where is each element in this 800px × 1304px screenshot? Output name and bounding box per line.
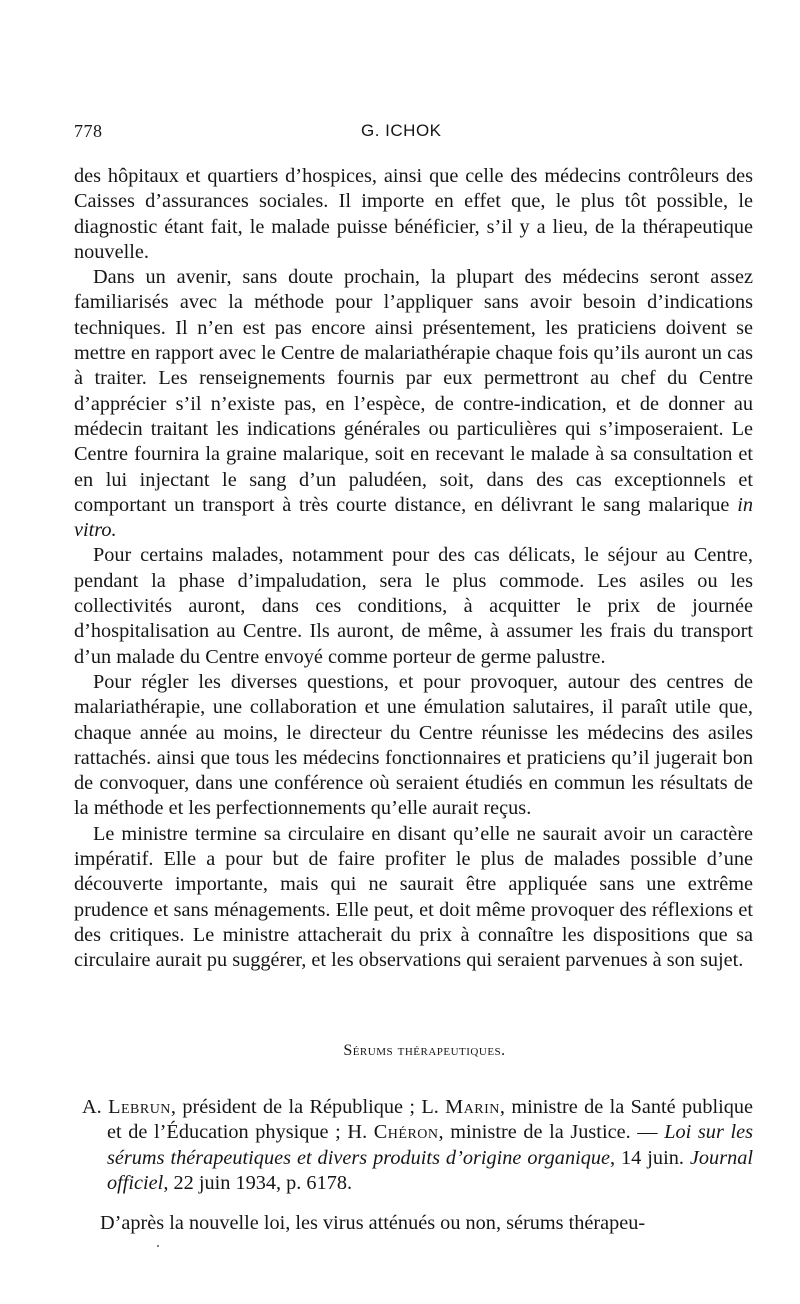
name-lebrun: Lebrun <box>108 1096 171 1118</box>
reference-initial: A. <box>82 1096 102 1118</box>
name-cheron: Chéron <box>373 1121 439 1144</box>
paragraph-2-text: Dans un avenir, sans doute prochain, la plupart des médecins seront assez familiarisés avec la méthode pour l’appliquer sans avoir besoin d’indications techniques. Il n’en est pas encore ainsi présentement, les praticiens doivent se mettre en rapport avec le Centre de malariathérapie chaque fois qu’ils auront un cas à traiter. Les renseignements fournis par eux permettront au chef du Centre d’apprécier s’il n’existe pas, en l’espèce, de contre-indication, et de donner au médecin traitant les indications générales ou particulières qui s’imposeraient. Le Centre fournira la graine malarique, soit en recevant le malade à sa consultation et en lui injectant le sang d’un paludéen, soit, dans des cas exceptionnels et comportant un transport à très courte distance, en délivrant le sang malarique <box>74 266 753 516</box>
page-number: 778 <box>74 121 103 141</box>
paragraph-5: Le ministre termine sa circulaire en disant qu’elle ne saurait avoir un caractère impératif. Elle a pour but de faire profiter le plus de malades possible d’une découverte importante, mais qui ne saurait être appliquée sans une extrême prudence et sans ménagements. Elle peut, et doit même provoquer des réflexions et des critiques. Le ministre attacherait du prix à connaître les dispositions que sa circulaire aurait pu suggérer, et les observations qui seraient parvenues à son sujet. <box>74 822 753 972</box>
name-marin: Marin <box>445 1096 500 1118</box>
continuation-line: D’après la nouvelle loi, les virus atténués ou non, sérums thérapeu- <box>100 1212 646 1234</box>
journal-title: Journal officiel <box>107 1146 753 1194</box>
page-header <box>74 121 753 145</box>
section-title: Sérums thérapeutiques. <box>343 1042 506 1059</box>
body-text <box>74 164 753 974</box>
reference-text-5: , 22 juin 1934, p. 6178. <box>163 1171 353 1194</box>
paragraph-4: Pour régler les diverses questions, et pour provoquer, autour des centres de malariathérapie, une collaboration et une émulation salutaires, il paraît utile que, chaque année au moins, le directeur du Centre réunisse les médecins des asiles rattachés. ainsi que tous les médecins fonctionnaires et praticiens qu’il jugerait bon de convoquer, dans une conférence où seraient étudiés en commun les résultats de la méthode et les perfectionnements qu’elle aurait reçus. <box>74 670 753 820</box>
document-page <box>74 0 753 1304</box>
paragraph-2 <box>74 265 753 543</box>
reference-text-1: , président de la République ; L. <box>170 1096 439 1118</box>
paragraph-3: Pour certains malades, notamment pour des cas délicats, le séjour au Centre, pendant la phase d’impaludation, sera le plus commode. Les asiles ou les collectivités auront, dans ces conditions, à acquitter le prix de journée d’hospitalisation au Centre. Ils auront, de même, à assumer les frais du transport d’un malade du Centre envoyé comme porteur de germe palustre. <box>74 544 753 668</box>
reference-text-3: , ministre de la Justice. — <box>438 1121 658 1144</box>
print-speck <box>157 1245 159 1247</box>
reference-text-2: , ministre de la Santé publique et de l’Éducation physique ; H. <box>107 1096 754 1144</box>
running-head: G. ICHOK <box>361 121 442 140</box>
in-vitro-term: in vitro. <box>74 493 753 542</box>
law-title: Loi sur les sérums thérapeutiques et divers produits d’origine organique <box>107 1121 753 1169</box>
reference-text-4: , 14 juin. <box>610 1146 684 1169</box>
legal-reference <box>82 1095 753 1196</box>
paragraph-1: des hôpitaux et quartiers d’hospices, ainsi que celle des médecins contrôleurs des Caisses d’assurances sociales. Il importe en effet que, le plus tôt possible, le diagnostic étant fait, le malade puisse bénéficier, s’il y a lieu, de la thérapeutique nouvelle. <box>74 165 753 263</box>
